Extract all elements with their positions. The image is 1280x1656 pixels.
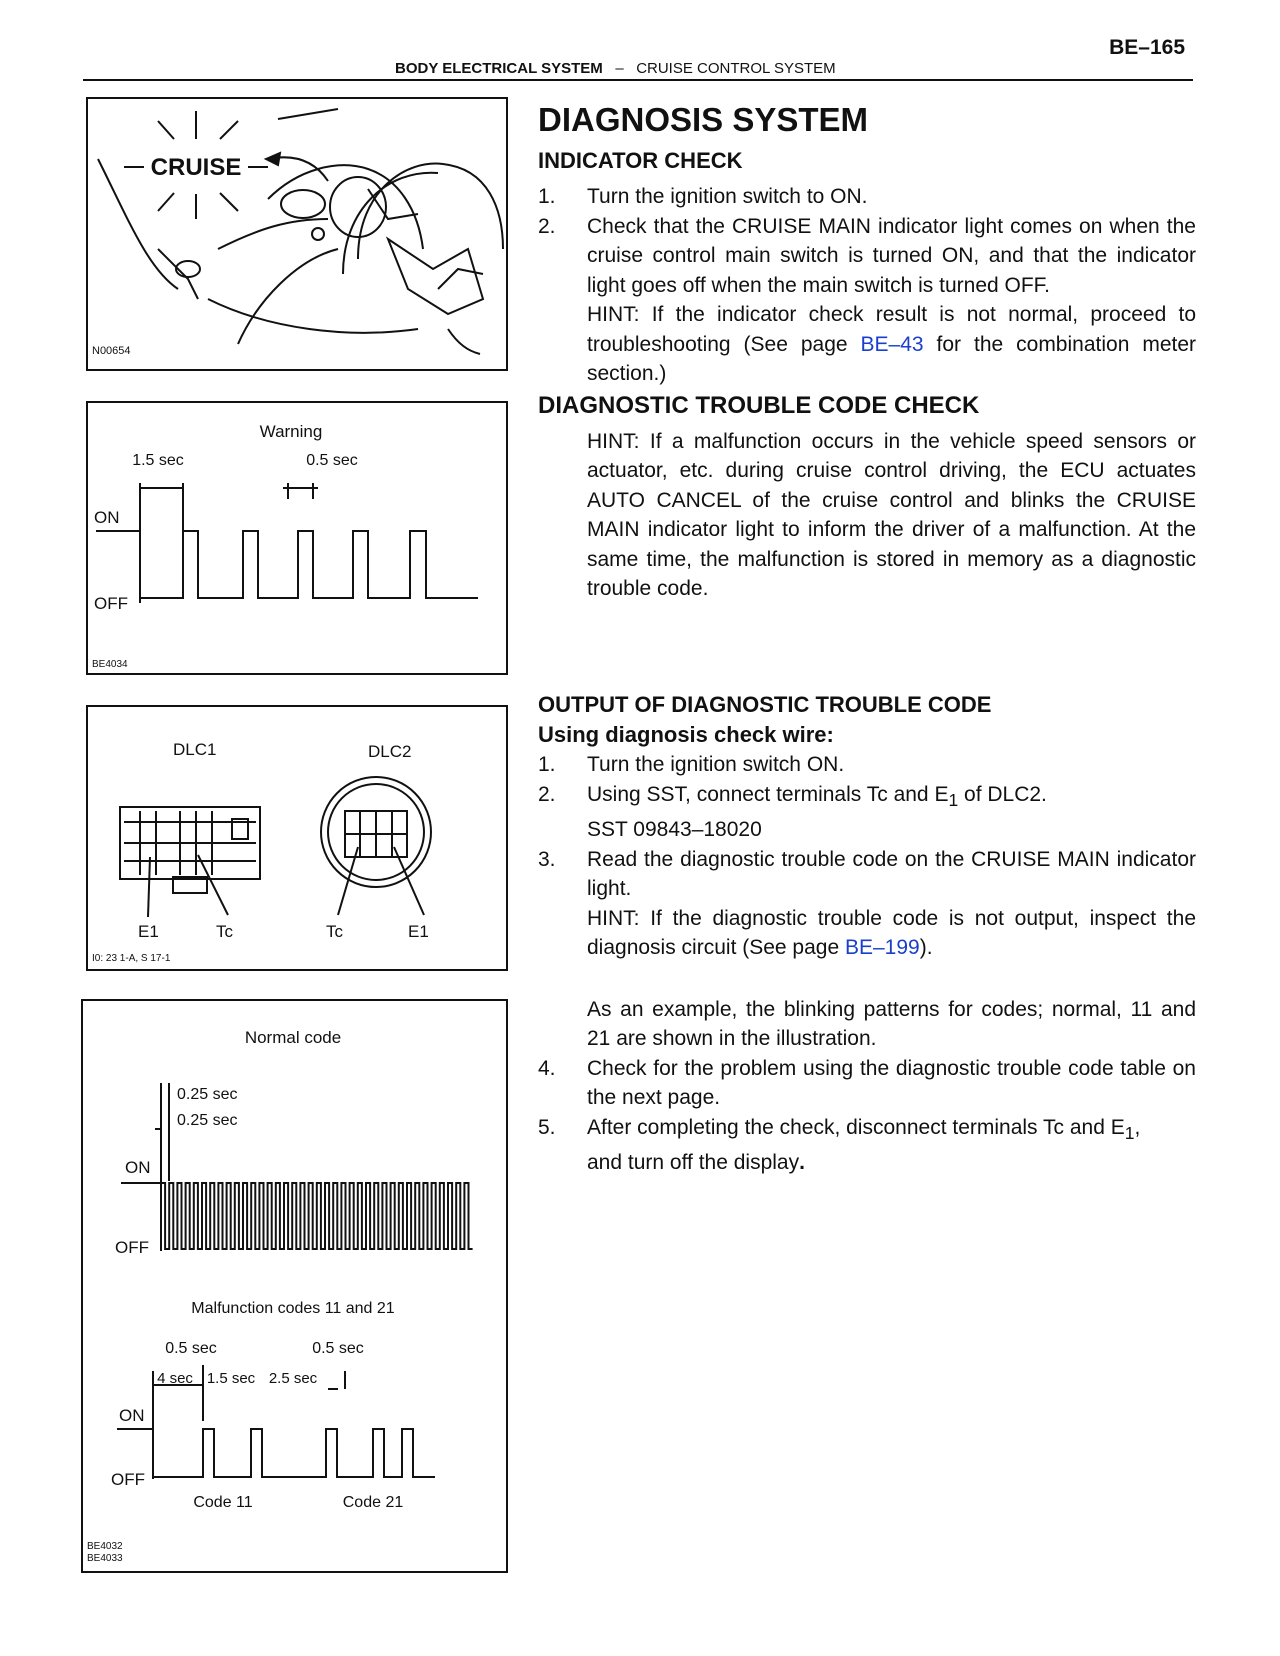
dashboard-illustration: [88, 99, 506, 369]
step-text-part: and turn off the display: [587, 1151, 800, 1175]
header-separator: –: [615, 60, 624, 77]
label-0-5-sec-a: 0.5 sec: [165, 1340, 217, 1357]
label-0-25-sec-a: 0.25 sec: [177, 1086, 238, 1103]
off-label: OFF: [94, 594, 128, 613]
header-rule: [83, 79, 1193, 81]
figure-code: I0: 23 1-A, S 17-1: [92, 953, 171, 964]
page-link-be-199[interactable]: BE–199: [844, 936, 920, 960]
output-step-4: [538, 1054, 1196, 1113]
normal-code-waveform: [161, 1183, 473, 1249]
dlc1-e1-label: E1: [138, 922, 159, 941]
output-dtc-section: [538, 690, 1196, 1178]
step-text: Read the diagnostic trouble code on the CRUISE MAIN indicator light.: [587, 847, 1196, 901]
example-note: As an example, the blinking patterns for codes; normal, 11 and 21 are shown in the illustration.: [587, 997, 1196, 1051]
step-text-part: of DLC2.: [958, 782, 1047, 806]
step-text-part: Using SST, connect terminals Tc and E: [587, 782, 949, 806]
label-1-5-sec: 1.5 sec: [132, 452, 184, 469]
code-21-label: Code 21: [342, 1494, 404, 1511]
diagnosis-system-section: [538, 100, 1196, 604]
normal-code-title: Normal code: [244, 1028, 342, 1047]
warning-title: Warning: [259, 422, 323, 441]
step-text: [587, 1113, 1196, 1178]
label-2-5-sec: 2.5 sec: [268, 1370, 318, 1387]
step-text: [587, 780, 1196, 816]
warning-waveform: [88, 403, 506, 673]
page-link-be-43[interactable]: BE–43: [860, 332, 924, 356]
label-0-5-sec-b: 0.5 sec: [312, 1340, 364, 1357]
figure-code: N00654: [92, 345, 131, 357]
on-label-normal: ON: [125, 1158, 151, 1177]
step-text: Check that the CRUISE MAIN indicator light comes on when the cruise control main switch is turned ON, and that the indicator light goes off when the main switch is turned OFF.: [587, 214, 1196, 297]
dlc2-tc-label: Tc: [326, 922, 343, 941]
label-1-5-sec: 1.5 sec: [206, 1370, 256, 1387]
hint-text-end: for the combination meter section.): [587, 332, 1196, 385]
on-label: ON: [94, 508, 120, 527]
hint-text: HINT: If the diagnostic trouble code is not output, inspect the diagnosis circuit (See page: [587, 906, 1196, 960]
label-0-5-sec: 0.5 sec: [306, 452, 358, 469]
figure-cruise-indicator: [86, 97, 508, 371]
malfunction-waveform: [153, 1429, 435, 1477]
step-text: Check for the problem using the diagnostic trouble code table on the next page.: [587, 1056, 1196, 1110]
step-text-end: .: [799, 1151, 805, 1175]
dtc-hint: HINT: If a malfunction occurs in the vehicle speed sensors or actuator, etc. during cruise control driving, the ECU actuates AUTO CANCEL of the cruise control and blinks the CRUISE MAIN indicator light to inform the driver of a malfunction. At the same time, the malfunction is stored in memory as a diagnostic trouble code.: [587, 429, 1196, 600]
code-waveforms: [83, 1001, 506, 1571]
indicator-step-1: [538, 182, 1196, 212]
running-header: [395, 60, 836, 77]
figure-code-b: BE4033: [87, 1553, 123, 1564]
step-text: Turn the ignition switch to ON.: [587, 185, 868, 208]
step-text-part: ,: [1134, 1115, 1141, 1139]
off-label-malf: OFF: [111, 1470, 145, 1489]
hint-text-end: ).: [919, 936, 933, 960]
step-number: 5.: [538, 1115, 556, 1139]
output-step-1: [538, 750, 1196, 780]
sst-number: SST 09843–18020: [587, 818, 762, 842]
dlc2-label: DLC2: [368, 742, 412, 761]
figure-dlc-connectors: [86, 705, 508, 971]
label-4-sec: 4 sec: [157, 1370, 193, 1387]
indicator-check-heading: INDICATOR CHECK: [538, 148, 743, 173]
figure-code-a: BE4032: [87, 1541, 123, 1552]
page-number: BE–165: [1109, 36, 1185, 59]
page-title: DIAGNOSIS SYSTEM: [538, 101, 869, 138]
indicator-hint: [538, 300, 1196, 389]
output-step-2: [538, 780, 1196, 816]
step-text: Turn the ignition switch ON.: [587, 753, 845, 776]
output-subheading: Using diagnosis check wire:: [538, 722, 834, 747]
off-label-normal: OFF: [115, 1238, 149, 1257]
subsection-title: CRUISE CONTROL SYSTEM: [636, 60, 836, 77]
step-number: 1.: [538, 185, 556, 208]
subscript: 1: [1124, 1122, 1135, 1143]
figure-code: BE4034: [92, 659, 128, 670]
hint-text: HINT: If the indicator check result is not normal, proceed to troubleshooting (See page: [587, 303, 1196, 356]
subscript: 1: [948, 789, 959, 810]
malfunction-title: Malfunction codes 11 and 21: [191, 1300, 395, 1317]
output-heading: OUTPUT OF DIAGNOSTIC TROUBLE CODE: [538, 692, 992, 717]
code-11-label: Code 11: [193, 1494, 253, 1511]
output-hint: [538, 904, 1196, 963]
dlc2-e1-label: E1: [408, 922, 429, 941]
dlc1-label: DLC1: [173, 740, 217, 759]
output-step-5: [538, 1113, 1196, 1178]
step-number: 2.: [538, 214, 556, 238]
label-0-25-sec-b: 0.25 sec: [177, 1112, 238, 1129]
dlc-illustration: [88, 707, 506, 969]
figure-warning-pattern: [86, 401, 508, 675]
step-number: 3.: [538, 847, 556, 871]
indicator-step-2: [538, 212, 1196, 301]
dlc1-tc-label: Tc: [216, 922, 233, 941]
step-text-part: After completing the check, disconnect terminals Tc and E: [587, 1115, 1125, 1139]
cruise-indicator-label: CRUISE: [150, 154, 242, 181]
step-number: 2.: [538, 782, 556, 806]
figure-code-patterns: [81, 999, 508, 1573]
on-label-malf: ON: [119, 1406, 145, 1425]
section-title: BODY ELECTRICAL SYSTEM: [395, 60, 603, 77]
output-step-3: [538, 845, 1196, 904]
step-number: 4.: [538, 1056, 556, 1080]
dtc-check-heading: DIAGNOSTIC TROUBLE CODE CHECK: [538, 391, 980, 419]
step-number: 1.: [538, 753, 556, 776]
